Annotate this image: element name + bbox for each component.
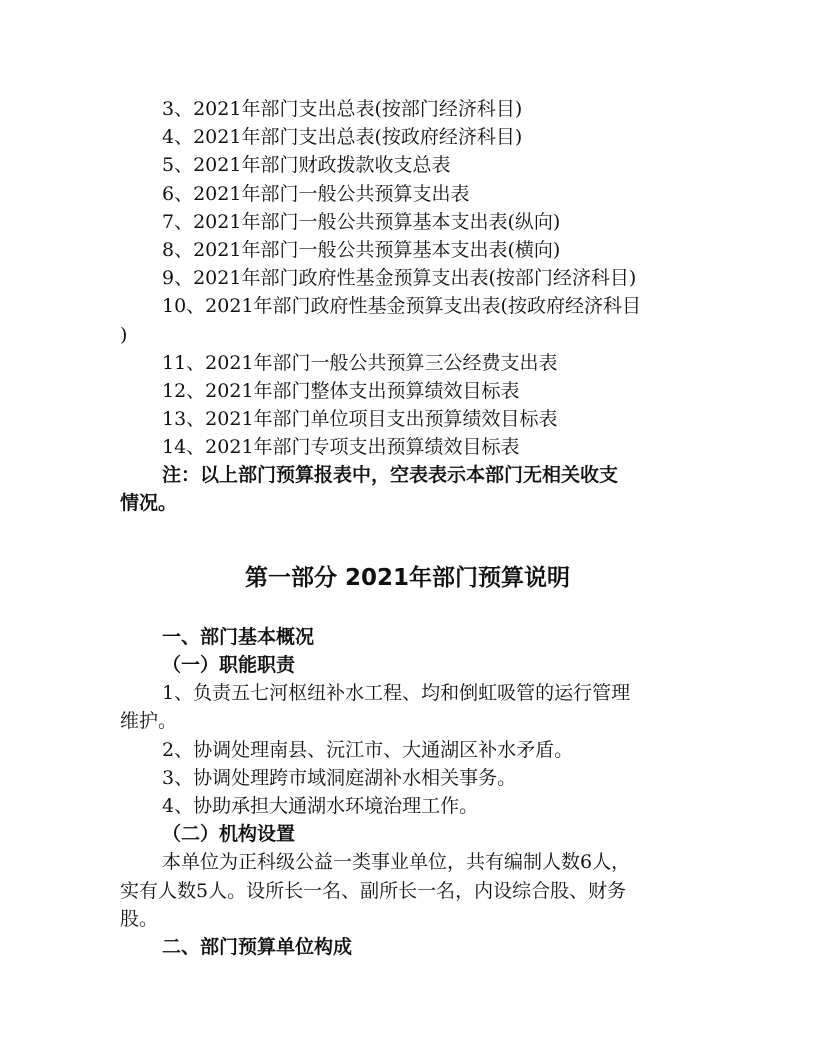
toc-item: 10、2021年部门政府性基金预算支出表(按政府经济科目 [162, 295, 641, 317]
paragraph-line: 本单位为正科级公益一类事业单位，共有编制人数6人， [162, 851, 631, 873]
paragraph-line: 股。 [120, 908, 159, 930]
section-heading: 一、部门基本概况 [162, 626, 315, 648]
paragraph-line: 实有人数5人。设所长一名、副所长一名，内设综合股、财务 [120, 880, 627, 902]
toc-item: 14、2021年部门专项支出预算绩效目标表 [162, 436, 520, 458]
duty-item: 3、协调处理跨市域洞庭湖补水相关事务。 [162, 767, 517, 789]
toc-item: 3、2021年部门支出总表(按部门经济科目) [162, 98, 523, 120]
toc-item: 11、2021年部门一般公共预算三公经费支出表 [162, 352, 558, 374]
toc-item: 7、2021年部门一般公共预算基本支出表(纵向) [162, 211, 561, 233]
toc-item: 4、2021年部门支出总表(按政府经济科目) [162, 126, 523, 148]
toc-note-continuation: 情况。 [120, 492, 178, 514]
subsection-heading: （二）机构设置 [162, 823, 296, 845]
toc-item-continuation: ) [120, 324, 128, 346]
section-heading: 二、部门预算单位构成 [162, 936, 353, 958]
toc-item: 12、2021年部门整体支出预算绩效目标表 [162, 380, 520, 402]
toc-item: 8、2021年部门一般公共预算基本支出表(横向) [162, 239, 561, 261]
toc-item: 6、2021年部门一般公共预算支出表 [162, 183, 470, 205]
toc-item: 13、2021年部门单位项目支出预算绩效目标表 [162, 408, 558, 430]
duty-item: 4、协助承担大通湖水环境治理工作。 [162, 795, 479, 817]
toc-item: 5、2021年部门财政拨款收支总表 [162, 154, 451, 176]
duty-item: 1、负责五七河枢纽补水工程、均和倒虹吸管的运行管理 [162, 682, 631, 704]
subsection-heading: （一）职能职责 [162, 654, 296, 676]
toc-note: 注：以上部门预算报表中，空表表示本部门无相关收支 [162, 464, 619, 486]
duty-item: 2、协调处理南县、沅江市、大通湖区补水矛盾。 [162, 739, 574, 761]
toc-item: 9、2021年部门政府性基金预算支出表(按部门经济科目) [162, 267, 637, 289]
part-title: 第一部分 2021年部门预算说明 [244, 565, 571, 591]
duty-item-continuation: 维护。 [120, 710, 178, 732]
